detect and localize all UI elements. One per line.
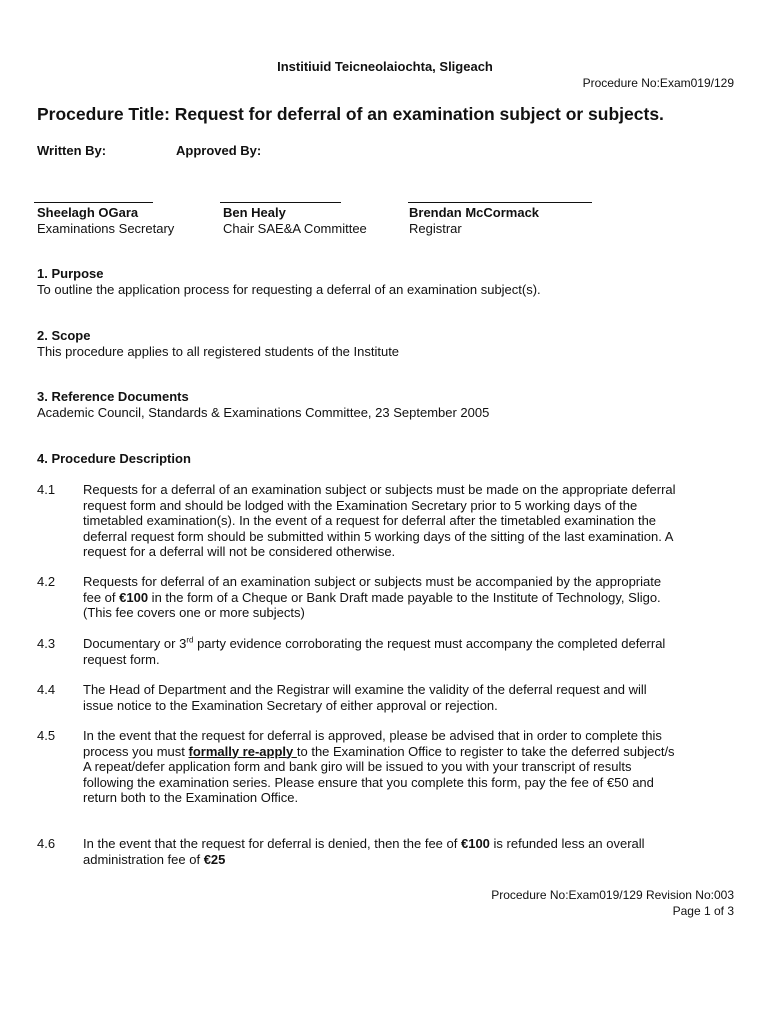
- page-footer: [491, 887, 734, 919]
- institute-name: Institiuid Teicneolaiochta, Sligeach: [277, 59, 493, 74]
- section-heading: 2. Scope: [37, 328, 91, 343]
- item-line: In the event that the request for deferral is approved, please be advised that in order to complete this: [83, 728, 662, 743]
- section-references: [37, 389, 489, 421]
- signatory: [409, 205, 539, 237]
- approved-by-label: Approved By:: [176, 143, 262, 158]
- item-line: (This fee covers one or more subjects): [83, 605, 305, 620]
- item-text: to the Examination Office to register to take the deferred subject/s: [296, 743, 675, 759]
- footer-revision: Procedure No:Exam019/129 Revision No:003: [491, 888, 734, 902]
- item-text: administration fee of: [83, 851, 204, 867]
- fee-amount: €100: [119, 589, 149, 605]
- item-number: 4.6: [37, 836, 56, 851]
- section-purpose: [37, 266, 541, 298]
- signature-line: [408, 202, 592, 203]
- procedure-item-4-5: [37, 728, 737, 806]
- section-heading: 4. Procedure Description: [37, 451, 191, 466]
- section-heading: 3. Reference Documents: [37, 389, 189, 404]
- item-number: 4.1: [37, 482, 56, 497]
- item-text: in the form of a Cheque or Bank Draft made payable to the Institute of Technology, Sligo.: [148, 589, 661, 605]
- procedure-title: Procedure Title: Request for deferral of an examination subject or subjects.: [37, 104, 664, 124]
- item-line: deferral request form should be submitted within 5 working days of the sitting of the last examination. A: [83, 528, 674, 544]
- procedure-item-4-6: [37, 836, 737, 867]
- signatory-name: Ben Healy: [223, 205, 286, 220]
- item-line: The Head of Department and the Registrar will examine the validity of the deferral request and will: [83, 682, 647, 697]
- procedure-item-4-4: [37, 682, 737, 713]
- item-line: timetabled examination(s). In the event of a request for deferral after the timetabled examination the: [83, 513, 657, 528]
- signatory-role: Examinations Secretary: [37, 221, 175, 236]
- item-line: [83, 590, 737, 606]
- item-line: following the examination series. Please ensure that you complete this form, pay the fee of €50 and: [83, 774, 654, 790]
- item-text: In the event that the request for deferral is denied, then the fee of: [83, 836, 461, 851]
- signatory-name: Brendan McCormack: [409, 205, 540, 220]
- procedure-number: Procedure No:Exam019/129: [582, 76, 734, 90]
- procedure-item-4-3: [37, 636, 737, 667]
- signatory-role: Chair SAE&A Committee: [223, 221, 367, 236]
- section-scope: [37, 328, 399, 360]
- signatory: [37, 205, 174, 237]
- fee-amount: €25: [203, 851, 226, 867]
- item-line: issue notice to the Examination Secretary of either approval or rejection.: [83, 697, 498, 713]
- item-text: fee of: [83, 589, 120, 605]
- item-line: request for a deferral will not be considered otherwise.: [83, 544, 396, 559]
- signatory-role: Registrar: [409, 221, 462, 236]
- item-text: party evidence corroborating the request must accompany the completed deferral: [193, 636, 666, 651]
- procedure-item-4-1: [37, 482, 737, 560]
- item-line: request form and should be lodged with the Examination Secretary prior to 5 working days of the: [83, 497, 638, 513]
- item-line: Requests for a deferral of an examination subject or subjects must be made on the appropriate deferral: [83, 482, 676, 497]
- emphasis-text: formally re-apply: [188, 743, 297, 759]
- signature-line: [34, 202, 153, 203]
- procedure-item-4-2: [37, 574, 737, 621]
- item-number: 4.4: [37, 682, 56, 697]
- item-line: [83, 744, 737, 760]
- footer-page-number: Page 1 of 3: [672, 904, 734, 918]
- item-line: return both to the Examination Office.: [83, 790, 299, 805]
- section-description: [37, 451, 191, 467]
- item-line: Requests for deferral of an examination subject or subjects must be accompanied by the appropriate: [83, 574, 662, 589]
- item-line: [83, 836, 737, 852]
- item-number: 4.3: [37, 636, 56, 651]
- section-text: Academic Council, Standards & Examinations Committee, 23 September 2005: [37, 405, 490, 420]
- section-text: This procedure applies to all registered students of the Institute: [37, 344, 400, 359]
- item-line: A repeat/defer application form and bank giro will be issued to you with your transcript of results: [83, 759, 632, 774]
- section-heading: 1. Purpose: [37, 266, 104, 281]
- item-line: request form.: [83, 651, 160, 667]
- ordinal-suffix: rd: [186, 635, 194, 645]
- item-number: 4.5: [37, 728, 56, 743]
- signatory: [223, 205, 367, 237]
- item-text: process you must: [83, 743, 189, 759]
- written-by-label: Written By:: [37, 143, 107, 158]
- item-number: 4.2: [37, 574, 56, 589]
- item-text: Documentary or 3: [83, 636, 187, 651]
- item-line: [83, 852, 737, 868]
- item-text: is refunded less an overall: [489, 836, 645, 851]
- signatory-name: Sheelagh OGara: [37, 205, 139, 220]
- signature-line: [220, 202, 341, 203]
- fee-amount: €100: [460, 836, 490, 851]
- section-text: To outline the application process for requesting a deferral of an examination subject(s).: [37, 282, 541, 297]
- item-line: [83, 636, 737, 652]
